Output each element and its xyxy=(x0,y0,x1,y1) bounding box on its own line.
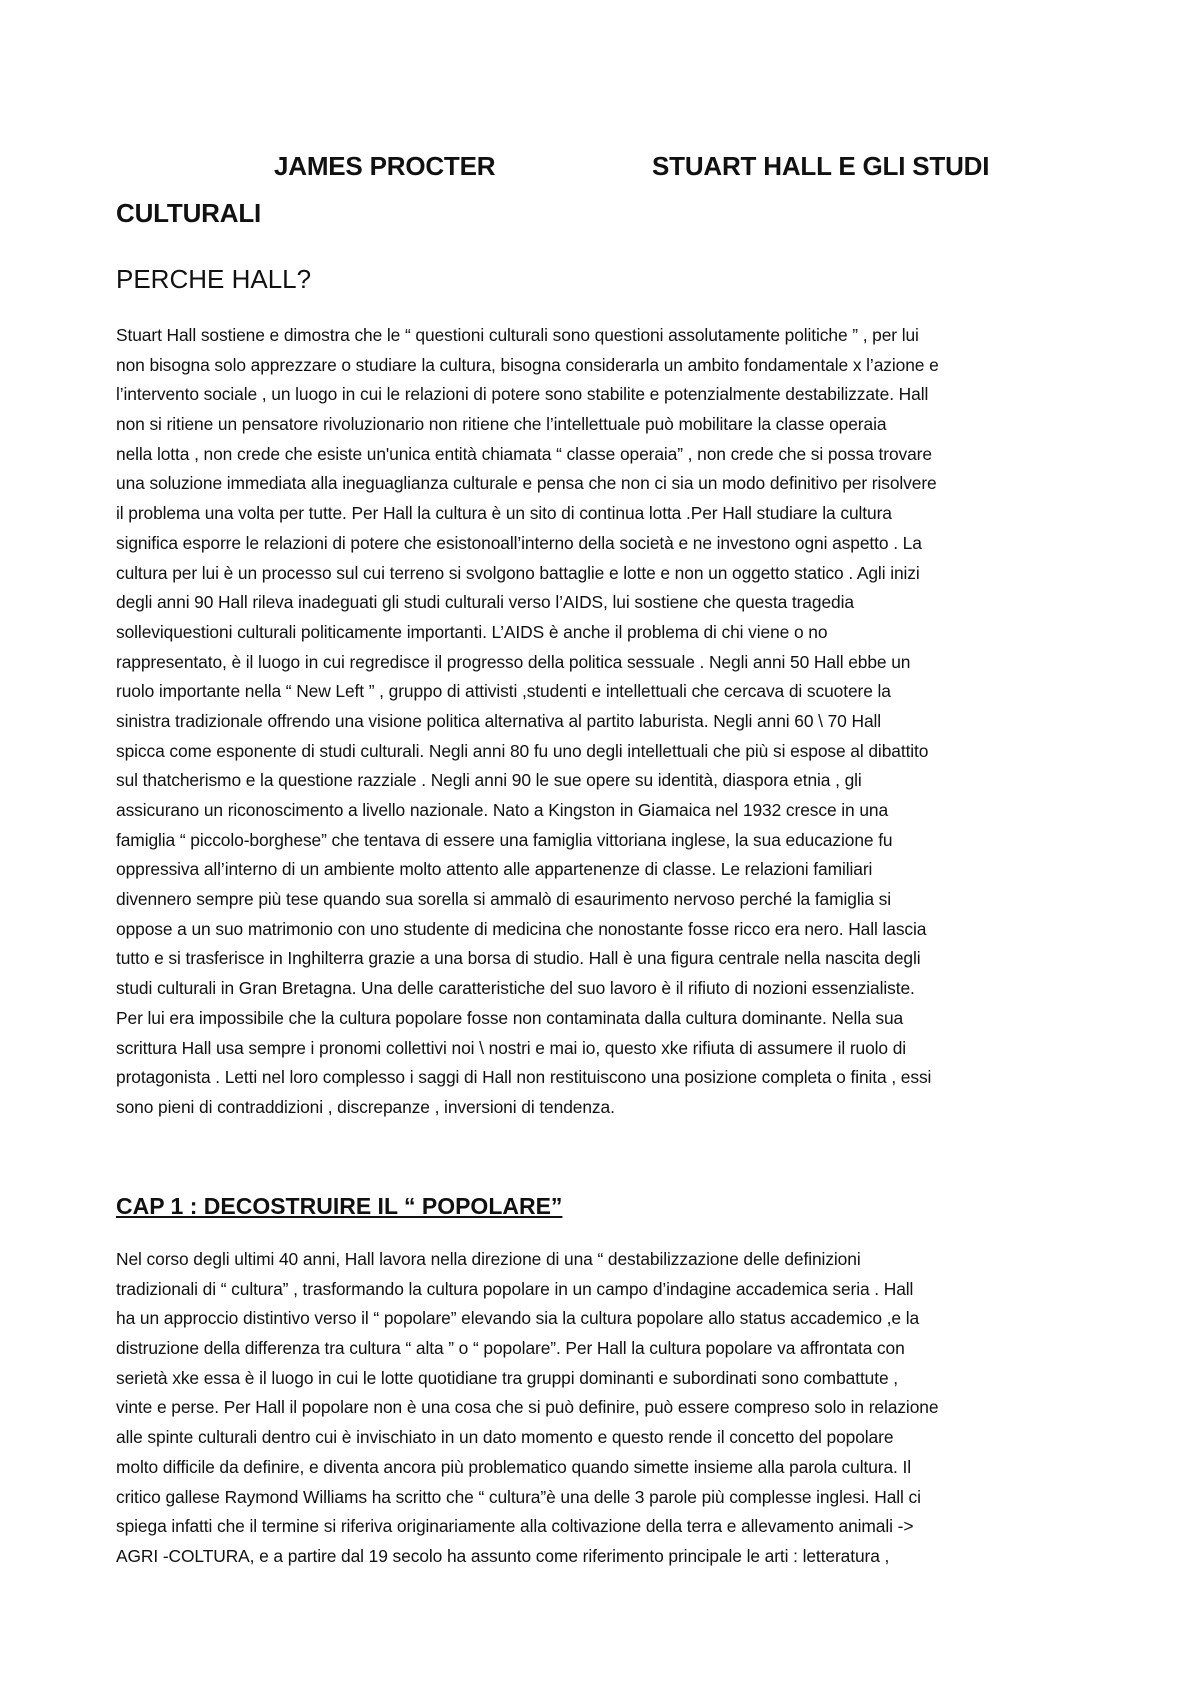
paragraph-line: famiglia “ piccolo-borghese” che tentava di essere una famiglia vittoriana inglese, la sua educazione fu xyxy=(116,829,893,850)
paragraph-line: rappresentato, è il luogo in cui regredisce il progresso della politica sessuale . Negli anni 50 Hall ebbe un xyxy=(116,651,911,672)
paragraph-line: molto difficile da definire, e diventa ancora più problematico quando simette insieme alla parola cultura. Il xyxy=(116,1456,911,1477)
paragraph-line: ruolo importante nella “ New Left ” , gruppo di attivisti ,studenti e intellettuali che cercava di scuotere la xyxy=(116,681,891,702)
paragraph-line: tutto e si trasferisce in Inghilterra grazie a una borsa di studio. Hall è una figura centrale nella nascita degli xyxy=(116,948,921,969)
paragraph-line: il problema una volta per tutte. Per Hall la cultura è un sito di continua lotta .Per Hall studiare la cultura xyxy=(116,503,892,524)
paragraph-line: significa esporre le relazioni di potere che esistonoall’interno della società e ne investono ogni aspetto . La xyxy=(116,532,922,553)
paragraph-line: alle spinte culturali dentro cui è invischiato in un dato momento e questo rende il concetto del popolare xyxy=(116,1427,894,1448)
paragraph-line: non bisogna solo apprezzare o studiare la cultura, bisogna considerarla un ambito fondamentale x l’azione e xyxy=(116,354,939,375)
paragraph-line: oppressiva all’interno di un ambiente molto attento alle appartenenze di classe. Le relazioni familiari xyxy=(116,859,873,880)
paragraph-line: spiega infatti che il termine si riferiva originariamente alla coltivazione della terra e allevamento animali -> xyxy=(116,1516,914,1537)
book-author: JAMES PROCTER xyxy=(274,151,496,181)
paragraph-line: assicurano un riconoscimento a livello nazionale. Nato a Kingston in Giamaica nel 1932 cresce in una xyxy=(116,800,889,820)
paragraph-line: cultura per lui è un processo sul cui terreno si svolgono battaglie e lotte e non un oggetto statico . Agli inizi xyxy=(116,562,920,583)
paragraph-line: serietà xke essa è il luogo in cui le lotte quotidiane tra gruppi dominanti e subordinati sono combattute , xyxy=(116,1367,899,1388)
paragraph-line: ha un approccio distintivo verso il “ popolare” elevando sia la cultura popolare allo status accademico ,e la xyxy=(116,1308,920,1329)
paragraph-line: solleviquestioni culturali politicamente importanti. L’AIDS è anche il problema di chi viene o no xyxy=(116,621,828,642)
section-heading-why-hall: PERCHE HALL? xyxy=(116,264,312,294)
paragraph-line: non si ritiene un pensatore rivoluzionario non ritiene che l’intellettuale può mobilitare la classe operaia xyxy=(116,414,887,435)
chapter-paragraph xyxy=(116,1245,1092,1572)
book-title: STUART HALL E GLI STUDI xyxy=(652,151,990,181)
paragraph-line: divennero sempre più tese quando sua sorella si ammalò di esaurimento nervoso perché la famiglia si xyxy=(116,889,892,910)
paragraph-line: degli anni 90 Hall rileva inadeguati gli studi culturali verso l’AIDS, lui sostiene che questa tragedia xyxy=(116,592,854,613)
paragraph-line: sono pieni di contraddizioni , discrepanze , inversioni di tendenza. xyxy=(116,1096,615,1117)
paragraph-line: critico gallese Raymond Williams ha scritto che “ cultura”è una delle 3 parole più complesse inglesi. Hall ci xyxy=(116,1486,921,1507)
paragraph-line: sinistra tradizionale offrendo una visione politica alternativa al partito laburista. Negli anni 60 \ 70 Hall xyxy=(116,710,882,731)
chapter-heading-cap1: CAP 1 : DECOSTRUIRE IL “ POPOLARE” xyxy=(116,1193,563,1219)
book-title-continuation: CULTURALI xyxy=(116,198,262,228)
paragraph-line: vinte e perse. Per Hall il popolare non è una cosa che si può definire, può essere compreso solo in relazione xyxy=(116,1397,939,1418)
paragraph-line: Stuart Hall sostiene e dimostra che le “ questioni culturali sono questioni assolutamente politiche ” , per lui xyxy=(116,325,919,345)
paragraph-line: una soluzione immediata alla ineguaglianza culturale e pensa che non ci sia un modo definitivo per risolvere xyxy=(116,473,937,494)
paragraph-line: sul thatcherismo e la questione razziale . Negli anni 90 le sue opere su identità, diaspora etnia , gli xyxy=(116,770,862,791)
paragraph-line: oppose a un suo matrimonio con uno studente di medicina che nonostante fosse ricco era nero. Hall lascia xyxy=(116,918,927,939)
paragraph-line: scrittura Hall usa sempre i pronomi collettivi noi \ nostri e mai io, questo xke rifiuta di assumere il ruolo di xyxy=(116,1037,907,1058)
paragraph-line: distruzione della differenza tra cultura “ alta ” o “ popolare”. Per Hall la cultura popolare va affrontata con xyxy=(116,1338,905,1359)
paragraph-line: spicca come esponente di studi culturali. Negli anni 80 fu uno degli intellettuali che più si espose al dibattito xyxy=(116,740,929,761)
paragraph-line: Per lui era impossibile che la cultura popolare fosse non contaminata dalla cultura dominante. Nella sua xyxy=(116,1007,904,1028)
paragraph-line: l’intervento sociale , un luogo in cui le relazioni di potere sono stabilite e potenzialmente destabilizzate. Hall xyxy=(116,384,929,405)
paragraph-line: studi culturali in Gran Bretagna. Una delle caratteristiche del suo lavoro è il rifiuto di nozioni essenzialiste. xyxy=(116,978,915,999)
intro-paragraph xyxy=(116,321,1092,1123)
paragraph-line: AGRI -COLTURA, e a partire dal 19 secolo ha assunto come riferimento principale le arti : letteratura , xyxy=(116,1545,890,1566)
paragraph-line: tradizionali di “ cultura” , trasformando la cultura popolare in un campo d’indagine accademica seria . Hall xyxy=(116,1278,914,1299)
paragraph-line: protagonista . Letti nel loro complesso i saggi di Hall non restituiscono una posizione completa o finita , essi xyxy=(116,1067,932,1088)
paragraph-line: Nel corso degli ultimi 40 anni, Hall lavora nella direzione di una “ destabilizzazione delle definizioni xyxy=(116,1249,861,1269)
paragraph-line: nella lotta , non crede che esiste un'unica entità chiamata “ classe operaia” , non crede che si possa trovare xyxy=(116,443,932,464)
